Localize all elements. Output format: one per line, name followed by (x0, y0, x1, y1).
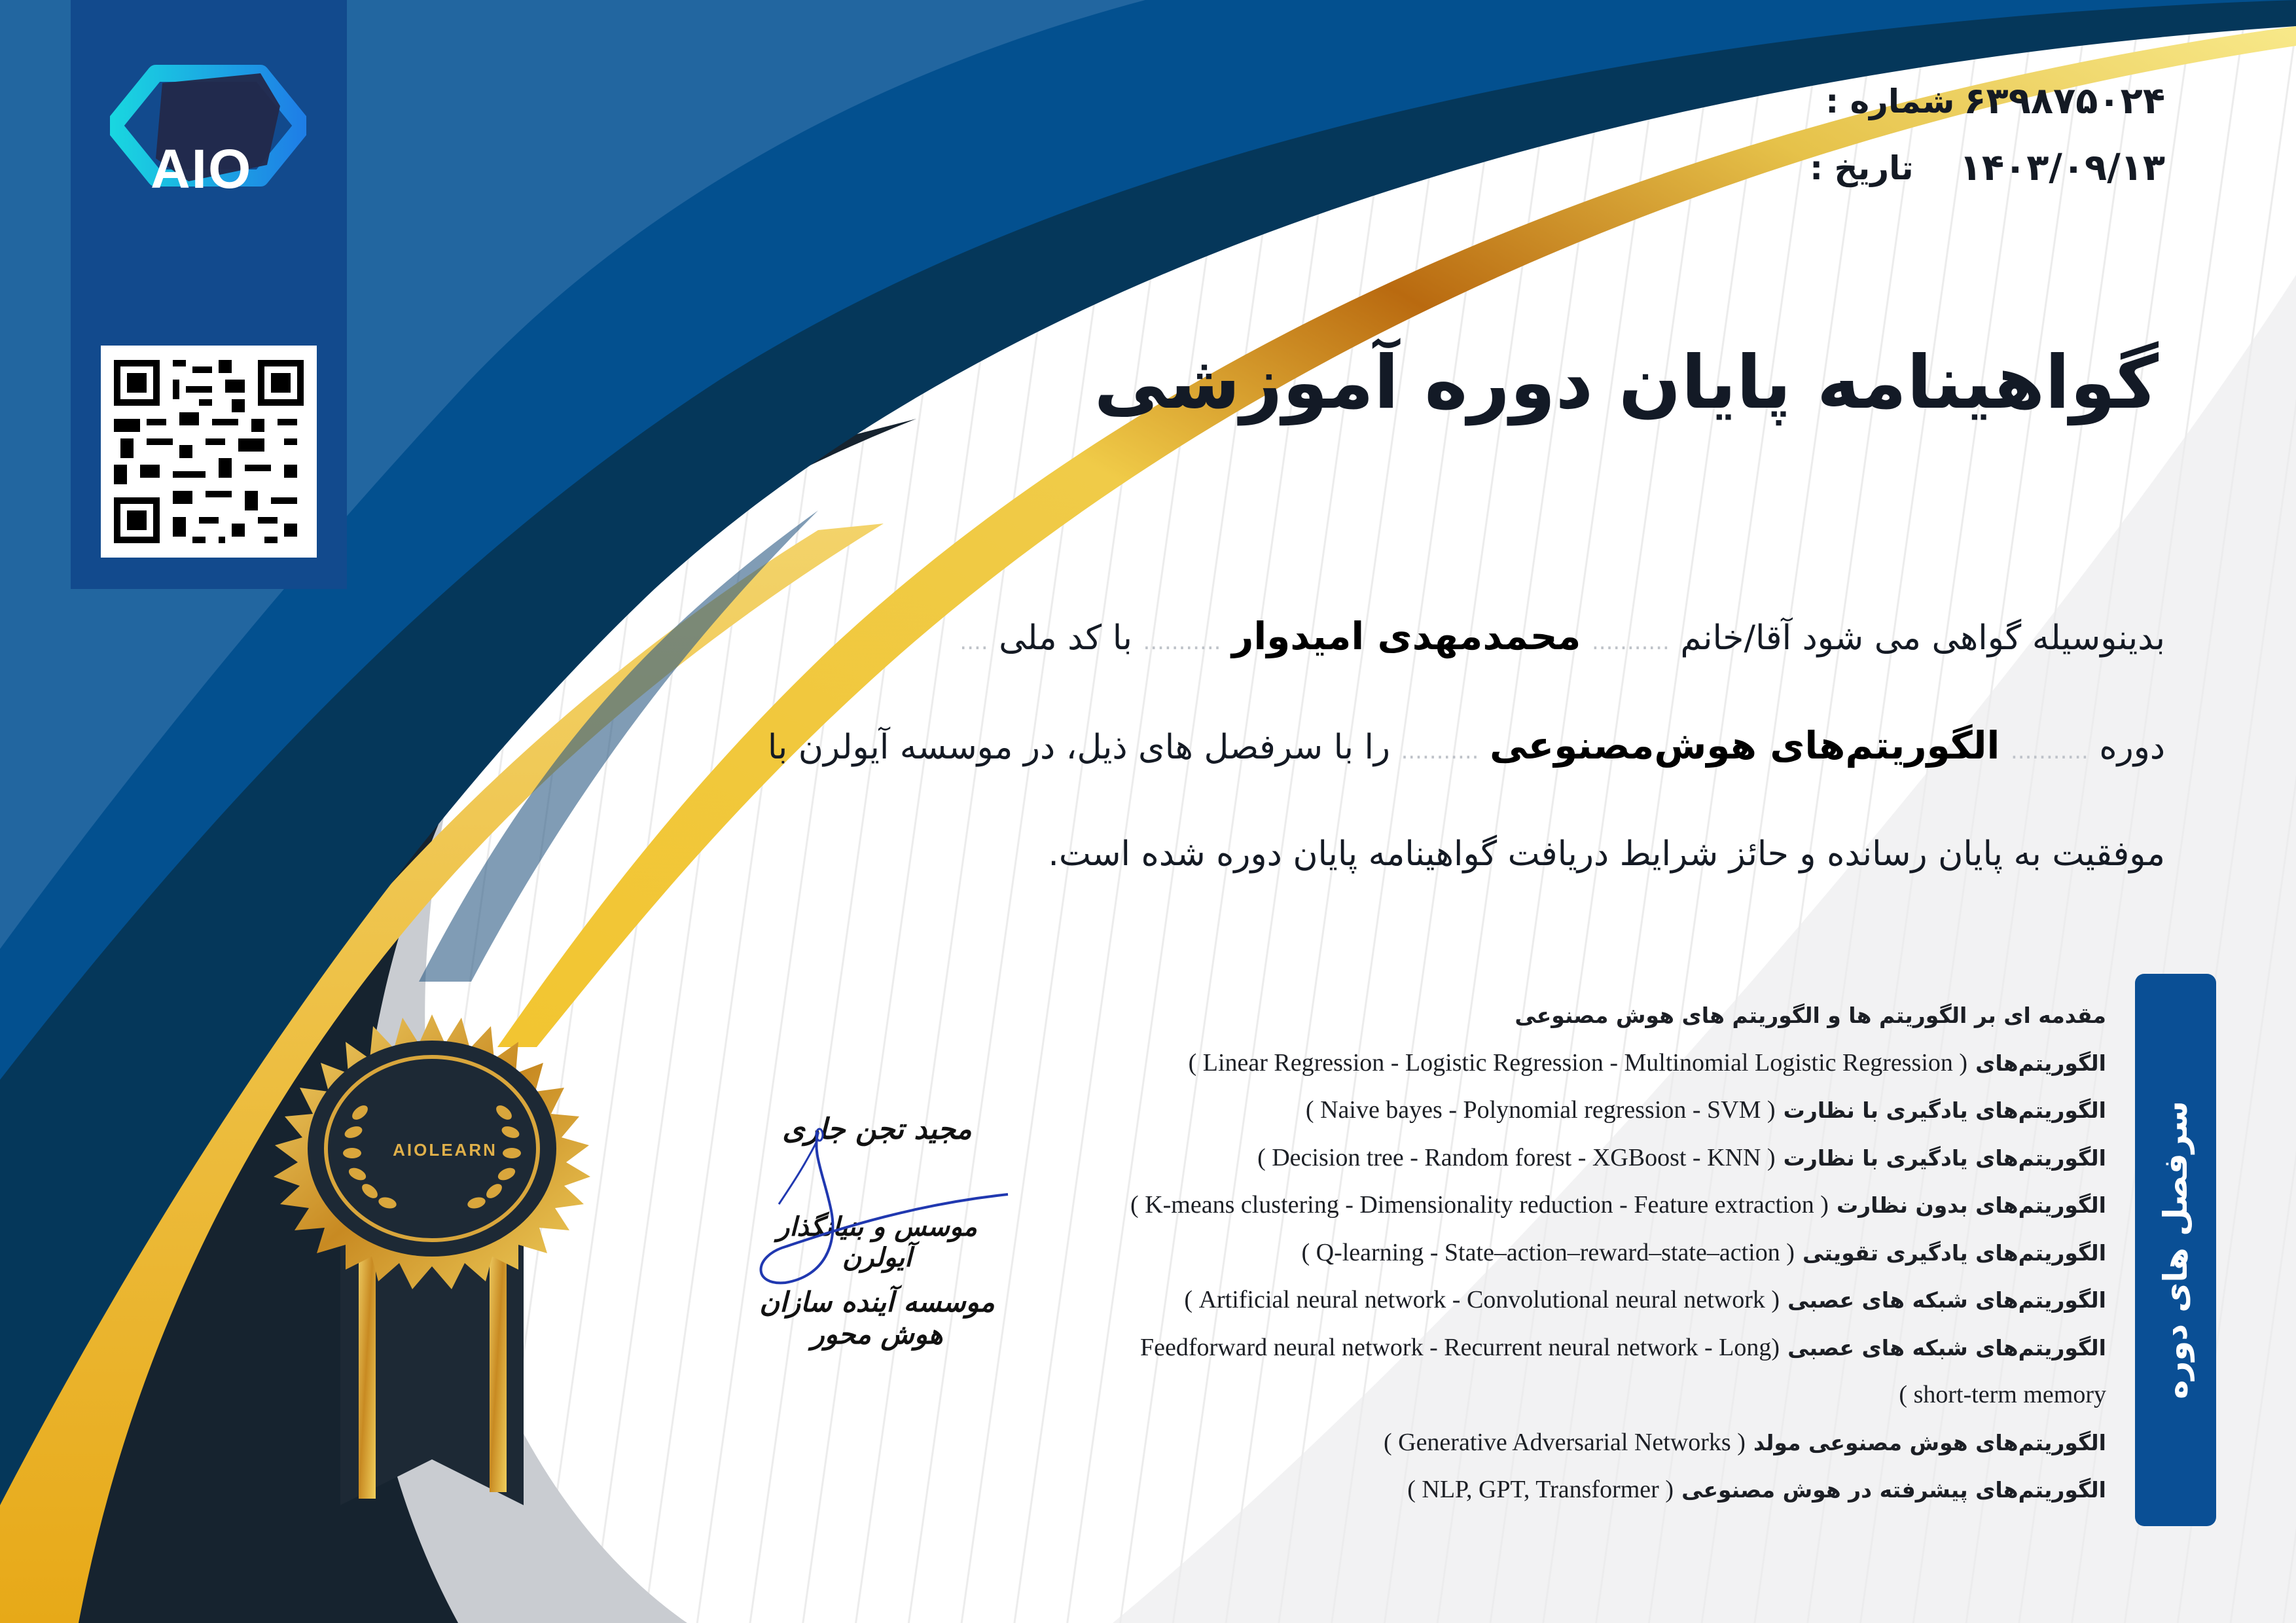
topic-item: الگوریتم‌های پیشرفته در هوش مصنوعی ( NLP, GPT, Transformer ) (1407, 1476, 2106, 1503)
qr-code-icon (101, 346, 317, 558)
qr-code[interactable] (101, 346, 317, 558)
award-ribbon-seal-icon (249, 1008, 615, 1518)
dots: ........... (2010, 738, 2089, 764)
topics-tab (2135, 974, 2216, 1526)
body-line-1 (960, 614, 2165, 658)
topic-item: مقدمه ای بر الگوریتم ها و الگوریتم های هوش مصنوعی (1515, 1003, 2106, 1028)
dots: .... (960, 629, 988, 655)
signer-name: مجید تجن جاری (782, 1113, 972, 1146)
line1-suffix: با کد ملی (999, 618, 1133, 658)
topics-list (994, 991, 2106, 1514)
topics-tab-label: سرفصل های دوره (2157, 1100, 2195, 1400)
body-line-2 (768, 723, 2165, 768)
signature-stroke-icon (746, 1126, 1021, 1322)
topic-item: short-term memory ) (1899, 1381, 2106, 1408)
date-label: تاریخ : (1810, 149, 1914, 187)
topic-item: الگوریتم‌های یادگیری تقویتی ( Q-learning - State–action–reward–state–action ) (1301, 1238, 2106, 1266)
line2-suffix: را با سرفصل های ذیل، در موسسه آیولرن با (767, 728, 1391, 767)
topic-item: الگوریتم‌های یادگیری با نظارت ( Naive bayes - Polynomial regression - SVM ) (1305, 1096, 2106, 1124)
signer-role: موسس و بنیانگذار آیولرن (777, 1211, 977, 1273)
signer-organization: موسسه آینده سازان هوش محور (759, 1286, 995, 1350)
topic-item: الگوریتم‌های یادگیری با نظارت ( Decision tree - Random forest - XGBoost - KNN ) (1257, 1143, 2106, 1171)
number-value: ۶۳۹۸۷۵۰۲۴ (1964, 80, 2165, 122)
body-line-3: موفقیت به پایان رسانده و حائز شرایط دریافت گواهینامه پایان دوره شده است. (1048, 834, 2165, 874)
dots: ........... (1591, 629, 1670, 655)
line1-prefix: بدینوسیله گواهی می شود آقا/خانم (1680, 618, 2165, 658)
topic-item: الگوریتم‌های بدون نظارت ( K-means clustering - Dimensionality reduction - Feature extraction ) (1130, 1191, 2106, 1219)
number-label: شماره : (1825, 82, 1955, 120)
seal-text: AIOLEARN (393, 1140, 497, 1160)
topic-item: الگوریتم‌های هوش مصنوعی مولد ( Generative Adversarial Networks ) (1383, 1428, 2106, 1456)
line2-prefix: دوره (2099, 728, 2165, 767)
logo-text: AIO (151, 138, 253, 200)
recipient-name: محمدمهدی امیدوار (1231, 614, 1581, 658)
certificate-title: گواهینامه پایان دوره آموزشی (1094, 340, 2159, 425)
dots: ........... (1143, 629, 1221, 655)
certificate-date (1810, 147, 2165, 189)
topic-item: الگوریتم‌های شبکه های عصبی (Feedforward neural network - Recurrent neural network - Long (1139, 1333, 2106, 1361)
course-name: الگوریتم‌های هوش‌مصنوعی (1489, 723, 2000, 768)
date-value: ۱۴۰۳/۰۹/۱۳ (1959, 147, 2165, 189)
topic-item: الگوریتم‌های ( Linear Regression - Logistic Regression - Multinomial Logistic Regression ) (1188, 1048, 2106, 1077)
dots: ........... (1401, 738, 1479, 764)
topic-item: الگوریتم‌های شبکه های عصبی ( Artificial neural network - Convolutional neural network ) (1184, 1286, 2106, 1313)
certificate-number (1825, 80, 2165, 122)
